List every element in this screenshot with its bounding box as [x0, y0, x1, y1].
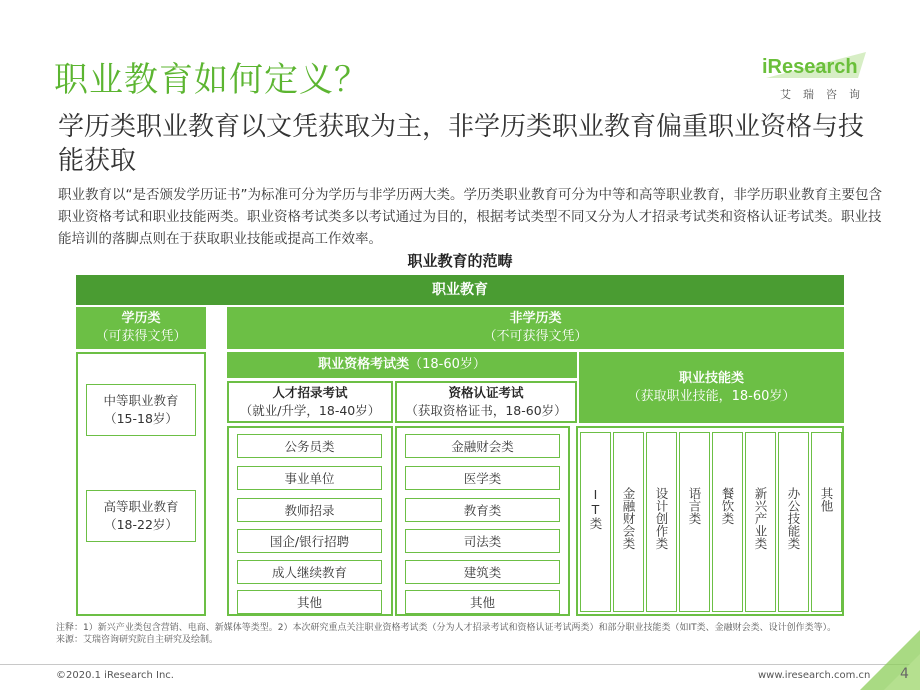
jineng-item [712, 432, 743, 612]
jineng-item [613, 432, 644, 612]
level-secondary-label: 中等职业教育 [103, 393, 179, 408]
xueli-levels-frame [76, 352, 206, 616]
jineng-item [679, 432, 710, 612]
rencai-item: 其他 [237, 590, 382, 614]
renzheng-item: 教育类 [405, 498, 560, 522]
jineng-sub: （获取职业技能，18-60岁） [627, 388, 796, 404]
zige-sub: （18-60岁） [409, 357, 486, 372]
zige-node [227, 352, 577, 378]
iresearch-logo [758, 48, 873, 108]
rencai-item: 事业单位 [237, 466, 382, 490]
page-subtitle: 学历类职业教育以文凭获取为主，非学历类职业教育偏重职业资格与技能获取 [58, 112, 865, 176]
root-node [76, 275, 844, 305]
xueli-label: 学历类 [121, 311, 161, 326]
jineng-item [811, 432, 842, 612]
level-secondary-age: （15-18岁） [104, 411, 178, 426]
renzheng-item: 金融财会类 [405, 434, 560, 458]
rencai-sub: （就业/升学，18-40岁） [239, 403, 381, 418]
rencai-item: 国企/银行招聘 [237, 529, 382, 553]
jineng-item-label: IT类 [588, 487, 603, 530]
jineng-item-label: 餐饮类 [720, 487, 735, 525]
feixueli-label: 非学历类 [509, 311, 562, 326]
copyright: ©2020.1 iResearch Inc. [56, 670, 174, 681]
renzheng-node [395, 381, 577, 423]
xueli-node [76, 307, 206, 349]
renzheng-item: 司法类 [405, 529, 560, 553]
jineng-item-label: 办公技能类 [786, 487, 801, 550]
rencai-item: 公务员类 [237, 434, 382, 458]
jineng-item-label: 其他 [819, 487, 834, 512]
root-node-label: 职业教育 [432, 282, 488, 298]
jineng-node [579, 352, 844, 423]
page-title: 职业教育如何定义？ [54, 60, 369, 100]
jineng-item-label: 设计创作类 [654, 487, 669, 550]
page-number: 4 [900, 666, 909, 682]
source-text: 来源：艾瑞咨询研究院自主研究及绘制。 [56, 635, 219, 645]
renzheng-item: 其他 [405, 590, 560, 614]
feixueli-node [227, 307, 844, 349]
jineng-item-label: 语言类 [687, 487, 702, 525]
jineng-label: 职业技能类 [678, 370, 744, 386]
logo-chinese: 艾瑞咨询 [780, 88, 872, 101]
logo-wordmark: iResearch [762, 56, 858, 78]
rencai-item: 教师招录 [237, 498, 382, 522]
zige-label: 职业资格考试类 [318, 357, 410, 372]
rencai-node [227, 381, 393, 423]
website-link[interactable]: www.iresearch.com.cn [758, 670, 871, 681]
jineng-item [745, 432, 776, 612]
renzheng-label: 资格认证考试 [448, 385, 524, 400]
body-paragraph: 职业教育以“是否颁发学历证书”为标准可分为学历与非学历两大类。学历类职业教育可分为中等和高等职业教育，非学历职业教育主要包含职业资格考试和职业技能两类。职业资格考试类多以考试通过为目的，根据考试类型不同又分为人才招录考试类和资格认证考试类。职业技能培训的落脚点则在于获取职业技能或提高工作效率。 [58, 187, 882, 247]
jineng-item [778, 432, 809, 612]
jineng-item-label: 新兴产业类 [753, 487, 768, 550]
level-higher-label: 高等职业教育 [103, 499, 179, 514]
renzheng-items-frame [395, 426, 570, 616]
note-text: 注释：1）新兴产业类包含营销、电商、新媒体等类型。2）本次研究重点关注职业资格考试类（分为人才招录考试和资格认证考试两类）和部分职业技能类（如IT类、金融财会类、设计创作类等）。 [56, 623, 837, 633]
rencai-item: 成人继续教育 [237, 560, 382, 584]
renzheng-item: 建筑类 [405, 560, 560, 584]
footnotes [56, 622, 886, 646]
xueli-sub: （可获得文凭） [95, 329, 187, 344]
renzheng-sub: （获取资格证书，18-60岁） [405, 403, 567, 418]
rencai-label: 人才招录考试 [272, 385, 348, 400]
footer-divider [0, 664, 920, 665]
diagram-title: 职业教育的范畴 [407, 252, 513, 270]
level-secondary [86, 384, 196, 436]
jineng-item-label: 金融财会类 [621, 487, 636, 550]
renzheng-item: 医学类 [405, 466, 560, 490]
level-higher-age: （18-22岁） [104, 517, 178, 532]
jineng-item [646, 432, 677, 612]
rencai-items-frame [227, 426, 393, 616]
jineng-item [580, 432, 611, 612]
feixueli-sub: （不可获得文凭） [483, 329, 588, 344]
level-higher [86, 490, 196, 542]
